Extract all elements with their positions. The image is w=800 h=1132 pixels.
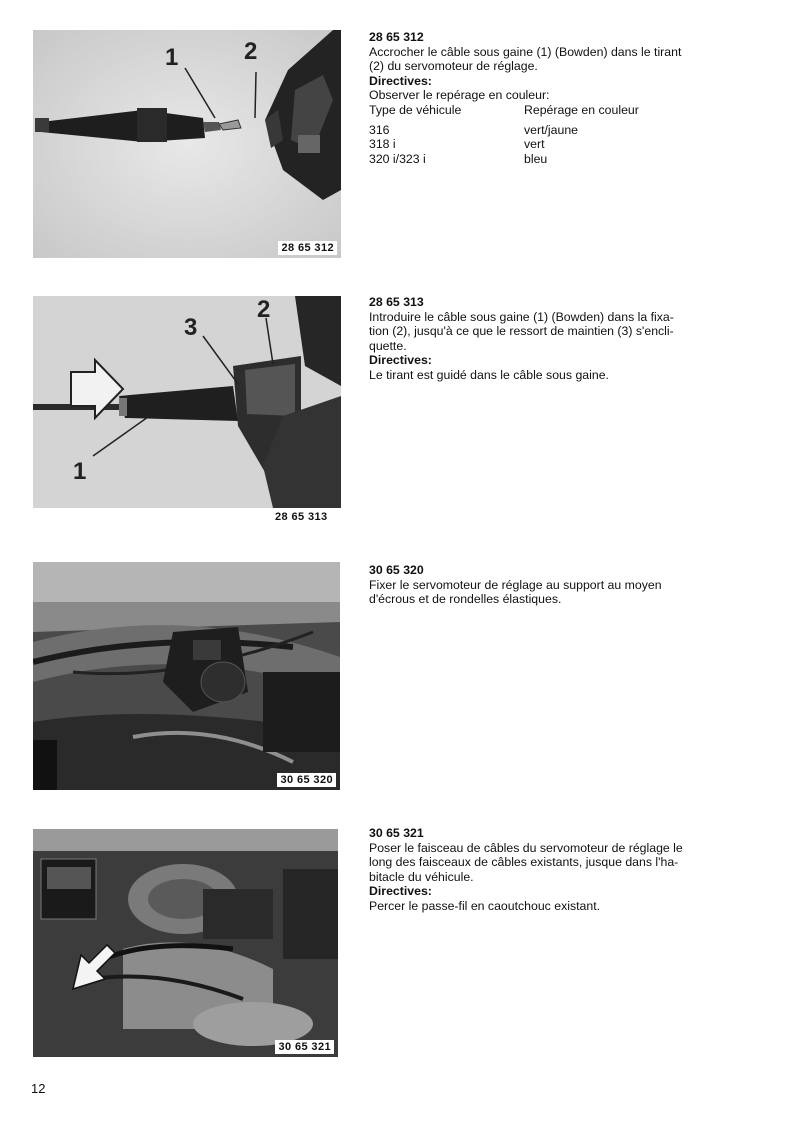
callout-3: 3 bbox=[184, 314, 198, 341]
callout-1: 1 bbox=[165, 44, 179, 71]
table-row bbox=[369, 152, 639, 167]
photo-step-28-65-313 bbox=[33, 296, 341, 508]
instruction-line: Fixer le servomoteur de réglage au support au moyen bbox=[369, 577, 662, 592]
step-code: 28 65 312 bbox=[369, 30, 424, 44]
step-code: 28 65 313 bbox=[369, 295, 424, 309]
callout-1: 1 bbox=[73, 458, 87, 485]
instruction-line: tion (2), jusqu'à ce que le ressort de maintien (3) s'encli- bbox=[369, 324, 674, 339]
instruction-line: Accrocher le câble sous gaine (1) (Bowden) dans le tirant bbox=[369, 44, 682, 59]
directive-text: Le tirant est guidé dans le câble sous gaine. bbox=[369, 367, 609, 382]
instruction-line: Poser le faisceau de câbles du servomoteur de réglage le bbox=[369, 840, 683, 855]
color-marking: vert bbox=[524, 137, 545, 152]
table-header-row bbox=[369, 103, 639, 118]
instruction-line: Introduire le câble sous gaine (1) (Bowden) dans la fixa- bbox=[369, 309, 674, 324]
instruction-line: (2) du servomoteur de réglage. bbox=[369, 59, 538, 74]
photo-step-30-65-320 bbox=[33, 562, 340, 790]
page-number: 12 bbox=[31, 1081, 46, 1096]
step-code: 30 65 320 bbox=[369, 563, 424, 577]
bowden-cable-photo bbox=[33, 30, 341, 258]
image-reference: 30 65 320 bbox=[277, 773, 336, 787]
directive-text: Observer le repérage en couleur: bbox=[369, 88, 550, 103]
servomotor-mounted-photo bbox=[33, 562, 340, 790]
table-row bbox=[369, 123, 639, 138]
vehicle-type: 320 i/323 i bbox=[369, 151, 426, 166]
vehicle-type: 318 i bbox=[369, 137, 396, 152]
step-30-65-321 bbox=[369, 826, 709, 914]
engine-bay-wiring-photo bbox=[33, 829, 338, 1057]
photo-step-30-65-321 bbox=[33, 829, 338, 1057]
instruction-line: d'écrous et de rondelles élastiques. bbox=[369, 592, 562, 607]
instruction-line: long des faisceaux de câbles existants, jusque dans l'ha- bbox=[369, 855, 679, 870]
directives-label: Directives: bbox=[369, 884, 432, 899]
callout-2: 2 bbox=[257, 296, 271, 323]
image-reference-label: 28 65 313 bbox=[272, 510, 331, 524]
instruction-line: quette. bbox=[369, 338, 407, 353]
table-row bbox=[369, 137, 639, 152]
image-reference: 28 65 312 bbox=[278, 241, 337, 255]
column-header: Repérage en couleur bbox=[524, 102, 639, 117]
photo-step-28-65-312 bbox=[33, 30, 341, 258]
step-code: 30 65 321 bbox=[369, 826, 424, 840]
directives-label: Directives: bbox=[369, 73, 432, 88]
directive-text: Percer le passe-fil en caoutchouc existant. bbox=[369, 898, 601, 913]
vehicle-type: 316 bbox=[369, 122, 390, 137]
directives-label: Directives: bbox=[369, 353, 432, 368]
step-28-65-313 bbox=[369, 295, 709, 383]
color-marking: bleu bbox=[524, 151, 548, 166]
callout-2: 2 bbox=[244, 38, 258, 65]
step-28-65-312 bbox=[369, 30, 709, 166]
color-marking: vert/jaune bbox=[524, 122, 579, 137]
color-marking-table bbox=[369, 103, 639, 166]
column-header: Type de véhicule bbox=[369, 102, 462, 117]
image-reference: 30 65 321 bbox=[275, 1040, 334, 1054]
step-30-65-320 bbox=[369, 563, 709, 607]
instruction-line: bitacle du véhicule. bbox=[369, 869, 474, 884]
